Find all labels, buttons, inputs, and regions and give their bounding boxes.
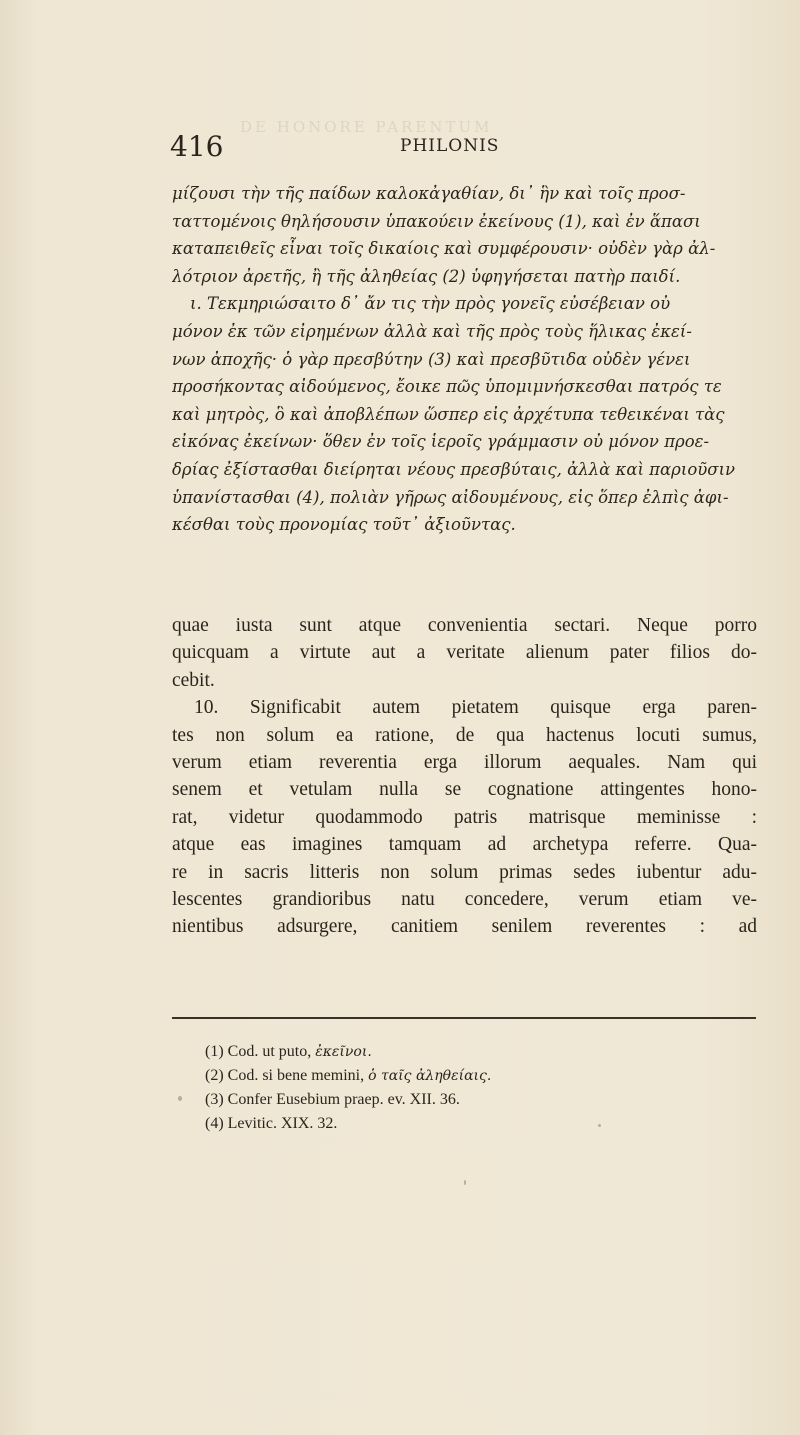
greek-line: καὶ μητρὸς, ὃ καὶ ἀποβλέπων ὥσπερ εἰς ἀρχέτυπα τεθεικέναι τὰς: [172, 404, 725, 424]
greek-line: λότριον ἀρετῆς, ἢ τῆς ἀληθείας (2) ὑφηγήσεται πατὴρ παιδί.: [172, 266, 681, 286]
greek-line: μόνον ἐκ τῶν εἰρημένων ἀλλὰ καὶ τῆς πρὸς τοὺς ἥλικας ἐκεί-: [172, 321, 692, 341]
footnote-text: (3) Confer Eusebium praep. ev. XII. 36.: [205, 1091, 460, 1108]
greek-line: εἰκόνας ἐκείνων· ὅθεν ἐν τοῖς ἱεροῖς γράμμασιν οὐ μόνον προε-: [172, 432, 710, 452]
greek-line: ταττομένοις θηλήσουσιν ὑπακούειν ἐκείνους (1), καὶ ἐν ἅπασι: [172, 211, 701, 231]
greek-text-block: [172, 180, 762, 539]
greek-line: δρίας ἐξίστασθαι διείρηται νέους πρεσβύταις, ἀλλὰ καὶ παριοῦσιν: [172, 459, 736, 479]
greek-line: μίζουσι τὴν τῆς παίδων καλοκἀγαθίαν, δι᾽ ἣν καὶ τοῖς προσ-: [172, 184, 686, 203]
latin-line: senem et vetulam nulla se cognatione attingentes hono-: [172, 779, 757, 801]
latin-line: atque eas imagines tamquam ad archetypa referre. Qua-: [172, 834, 757, 856]
latin-line: cebit.: [172, 669, 215, 691]
greek-line: προσήκοντας αἰδούμενος, ἔοικε πῶς ὑπομιμνήσκεσθαι πατρός τε: [172, 377, 722, 397]
footnote-1: [205, 1040, 705, 1064]
paper-speck: [464, 1180, 466, 1185]
latin-line: tes non solum ea ratione, de qua hactenus locuti sumus,: [172, 724, 757, 746]
latin-line: verum etiam reverentia erga illorum aequales. Nam qui: [172, 751, 757, 773]
footnote-3: [205, 1088, 705, 1112]
footnote-4: [205, 1112, 705, 1136]
page-header: [170, 130, 630, 170]
footnote-2: [205, 1064, 705, 1088]
footnote-greek: ὁ ταῖς ἀληθείαις.: [368, 1068, 492, 1084]
footnote-rule: [172, 1017, 756, 1019]
footnote-text: (2) Cod. si bene memini,: [205, 1067, 369, 1084]
latin-line: 10. Significabit autem pietatem quisque erga paren-: [194, 697, 757, 719]
footnote-greek: ἐκεῖνοι.: [315, 1044, 372, 1060]
show-through-text: DE HONORE PARENTUM: [240, 118, 493, 136]
greek-line: ι. Τεκμηριώσαιτο δ᾽ ἄν τις τὴν πρὸς γονεῖς εὐσέβειαν οὐ: [190, 294, 671, 314]
latin-text-block: [172, 612, 757, 941]
footnote-text: (4) Levitic. XIX. 32.: [205, 1115, 338, 1132]
footnotes-block: [205, 1040, 705, 1136]
page-number: 416: [170, 130, 224, 163]
latin-line: lescentes grandioribus natu concedere, verum etiam ve-: [172, 888, 757, 910]
greek-line: καταπειθεῖς εἶναι τοῖς δικαίοις καὶ συμφέρουσιν· οὐδὲν γὰρ ἀλ-: [172, 239, 716, 259]
greek-line: ὑπανίστασθαι (4), πολιὰν γῆρως αἰδουμένους, εἰς ὅπερ ἐλπὶς ἀφι-: [172, 487, 729, 507]
latin-line: quicquam a virtute aut a veritate alienum pater filios do-: [172, 642, 757, 664]
latin-line: re in sacris litteris non solum primas sedes iubentur adu-: [172, 861, 757, 883]
footnote-text: (1) Cod. ut puto,: [205, 1043, 316, 1060]
latin-line: quae iusta sunt atque convenientia sectari. Neque porro: [172, 615, 757, 636]
paper-speck: [178, 1096, 182, 1101]
latin-line: nientibus adsurgere, canitiem senilem reverentes : ad: [172, 916, 757, 938]
greek-line: νων ἀποχῆς· ὁ γὰρ πρεσβύτην (3) καὶ πρεσβῦτιδα οὐδὲν γένει: [172, 349, 691, 369]
running-head: PHILONIS: [400, 136, 500, 156]
paper-speck: [598, 1124, 601, 1127]
greek-line: κέσθαι τοὺς προνομίας τοῦτ᾽ ἀξιοῦντας.: [172, 515, 516, 535]
latin-line: rat, videtur quodammodo patris matrisque meminisse :: [172, 806, 757, 828]
